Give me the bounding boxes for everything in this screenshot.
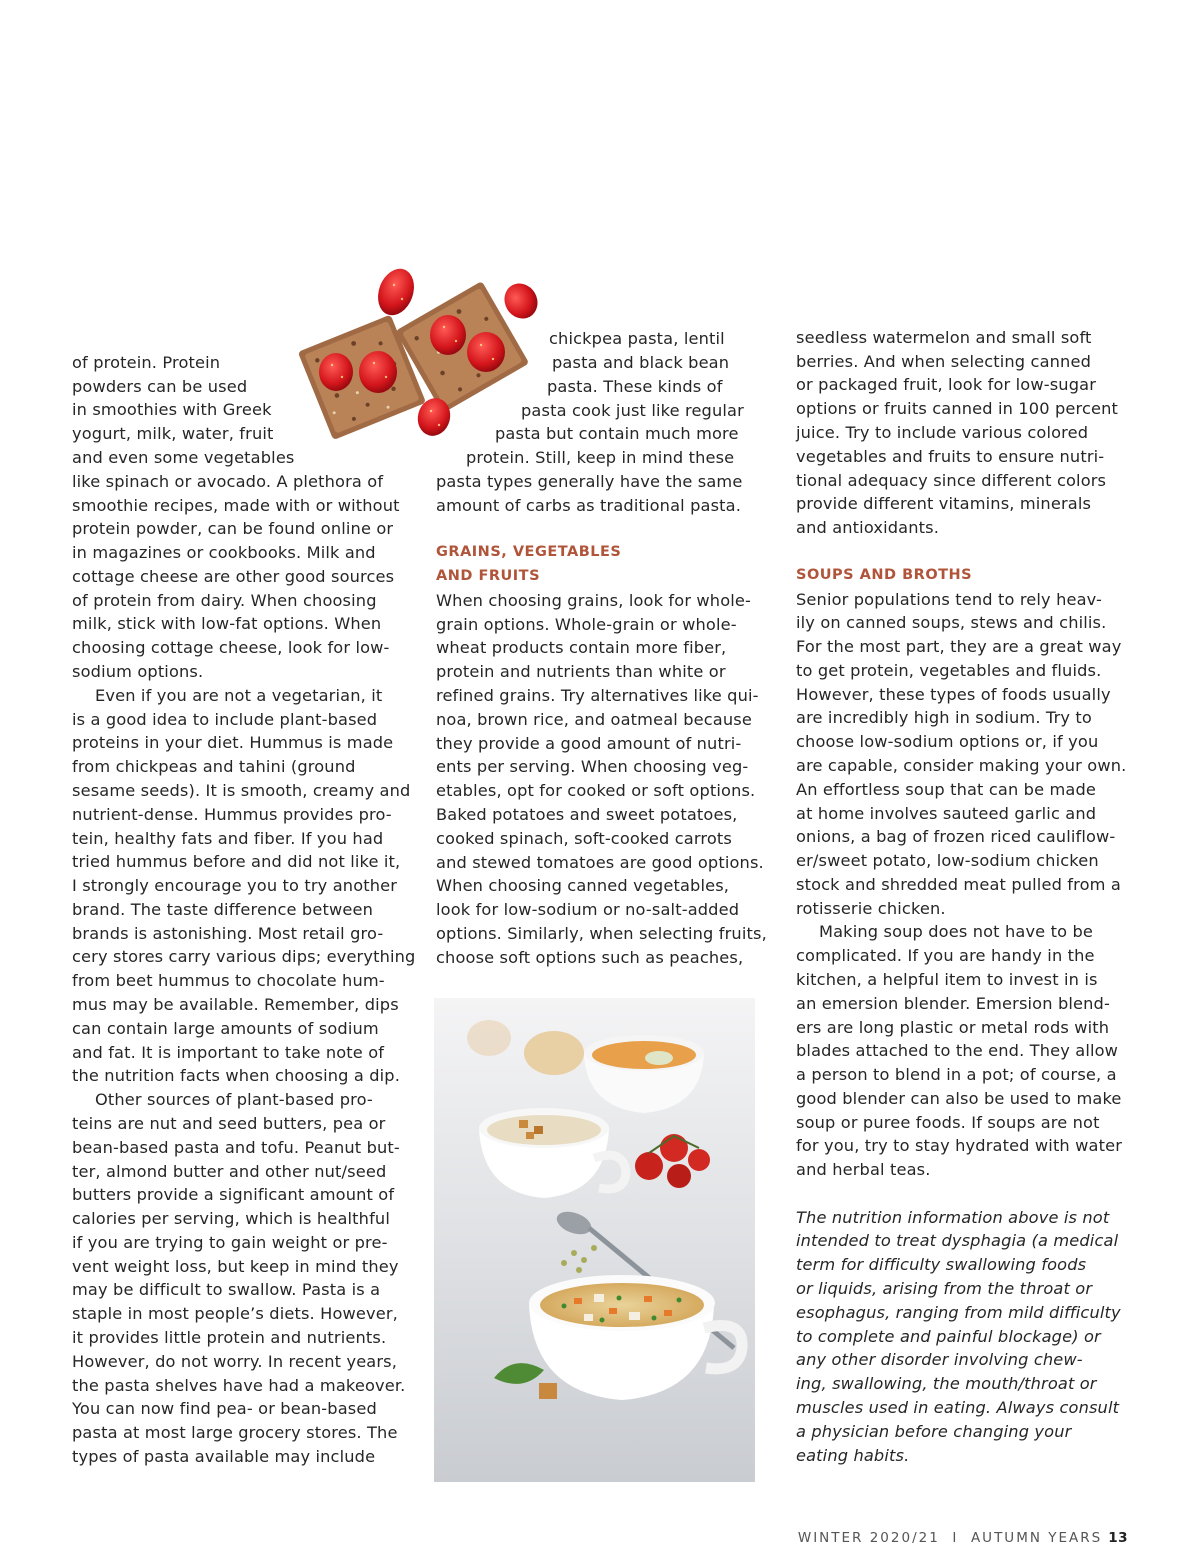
body-line: yogurt, milk, water, fruit — [72, 424, 274, 443]
disclaimer-line: muscles used in eating. Always consult — [796, 1398, 1120, 1417]
disclaimer-line: The nutrition information above is not — [796, 1208, 1110, 1227]
section-heading-grains: AND FRUITS — [436, 568, 541, 584]
disclaimer-line: eating habits. — [796, 1446, 910, 1465]
disclaimer-line: esophagus, ranging from mild difficulty — [796, 1303, 1121, 1322]
body-line: juice. Try to include various colored — [796, 423, 1089, 442]
disclaimer-line: to complete and painful blockage) or — [796, 1327, 1101, 1346]
body-line: teins are nut and seed butters, pea or — [72, 1114, 386, 1133]
body-line: in smoothies with Greek — [72, 400, 272, 419]
body-line: Even if you are not a vegetarian, it — [95, 686, 383, 705]
body-line: rotisserie chicken. — [796, 899, 946, 918]
body-line: types of pasta available may include — [72, 1447, 376, 1466]
body-line: complicated. If you are handy in the — [796, 946, 1095, 965]
body-line: options. Similarly, when selecting fruits, — [436, 924, 767, 943]
body-line: are capable, consider making your own. — [796, 756, 1127, 775]
body-line: noa, brown rice, and oatmeal because — [436, 710, 752, 729]
body-line: nutrient-dense. Hummus provides pro- — [72, 805, 392, 824]
body-line: However, do not worry. In recent years, — [72, 1352, 398, 1371]
body-line: options or fruits canned in 100 percent — [796, 399, 1119, 418]
disclaimer-line: any other disorder involving chew- — [796, 1350, 1083, 1369]
body-line: if you are trying to gain weight or pre- — [72, 1233, 388, 1252]
body-line: a person to blend in a pot; of course, a — [796, 1065, 1117, 1084]
body-line: good blender can also be used to make — [796, 1089, 1122, 1108]
body-line: at home involves sauteed garlic and — [796, 804, 1097, 823]
body-line: of protein from dairy. When choosing — [72, 591, 377, 610]
body-line: mus may be available. Remember, dips — [72, 995, 399, 1014]
disclaimer-line: term for difficulty swallowing foods — [796, 1255, 1087, 1274]
disclaimer-line: a physician before changing your — [796, 1422, 1072, 1441]
body-line: from chickpeas and tahini (ground — [72, 757, 356, 776]
body-line: from beet hummus to chocolate hum- — [72, 971, 385, 990]
body-line: to get protein, vegetables and fluids. — [796, 661, 1102, 680]
body-line: the pasta shelves have had a makeover. — [72, 1376, 406, 1395]
body-line: they provide a good amount of nutri- — [436, 734, 742, 753]
body-line: Other sources of plant-based pro- — [95, 1090, 373, 1109]
body-line: chickpea pasta, lentil — [549, 329, 725, 348]
body-line: and stewed tomatoes are good options. — [436, 853, 764, 872]
body-line: are incredibly high in sodium. Try to — [796, 708, 1092, 727]
body-line: proteins in your diet. Hummus is made — [72, 733, 394, 752]
body-line: When choosing grains, look for whole- — [436, 591, 752, 610]
disclaimer-line: ing, swallowing, the mouth/throat or — [796, 1374, 1097, 1393]
body-line: I strongly encourage you to try another — [72, 876, 398, 895]
body-line: and herbal teas. — [796, 1160, 931, 1179]
body-line: in magazines or cookbooks. Milk and — [72, 543, 376, 562]
body-line: pasta types generally have the same — [436, 472, 743, 491]
body-line: soup or puree foods. If soups are not — [796, 1113, 1100, 1132]
body-line: onions, a bag of frozen riced cauliflow- — [796, 827, 1116, 846]
body-line: milk, stick with low-fat options. When — [72, 614, 382, 633]
body-line: for you, try to stay hydrated with water — [796, 1136, 1123, 1155]
section-heading-grains: GRAINS, VEGETABLES — [436, 544, 622, 560]
body-line: vent weight loss, but keep in mind they — [72, 1257, 399, 1276]
body-line: is a good idea to include plant-based — [72, 710, 378, 729]
crackers-strawberries-image — [296, 265, 546, 445]
body-line: calories per serving, which is healthful — [72, 1209, 390, 1228]
body-line: ers are long plastic or metal rods with — [796, 1018, 1110, 1037]
body-line: choosing cottage cheese, look for low- — [72, 638, 390, 657]
body-line: sodium options. — [72, 662, 204, 681]
body-line: tein, healthy fats and fiber. If you had — [72, 829, 384, 848]
body-line: grain options. Whole-grain or whole- — [436, 615, 737, 634]
body-line: sesame seeds). It is smooth, creamy and — [72, 781, 411, 800]
issue-label: WINTER 2020/21 I AUTUMN YEARS — [797, 1530, 1103, 1546]
body-line: staple in most people’s diets. However, — [72, 1304, 398, 1323]
body-line: provide different vitamins, minerals — [796, 494, 1092, 513]
body-line: choose low-sodium options or, if you — [796, 732, 1099, 751]
body-line: tional adequacy since different colors — [796, 471, 1107, 490]
body-line: refined grains. Try alternatives like qui- — [436, 686, 759, 705]
body-line: berries. And when selecting canned — [796, 352, 1092, 371]
body-line: protein. Still, keep in mind these — [466, 448, 735, 467]
page-folio — [798, 1530, 1128, 1546]
body-line: pasta cook just like regular — [521, 401, 744, 420]
body-line: and antioxidants. — [796, 518, 940, 537]
body-line: pasta but contain much more — [495, 424, 739, 443]
body-line: Making soup does not have to be — [819, 922, 1093, 941]
body-line: may be difficult to swallow. Pasta is a — [72, 1280, 381, 1299]
body-line: an emersion blender. Emersion blend- — [796, 994, 1110, 1013]
body-line: like spinach or avocado. A plethora of — [72, 472, 384, 491]
soup-bowls-photo — [434, 998, 755, 1482]
body-line: er/sweet potato, low-sodium chicken — [796, 851, 1099, 870]
disclaimer-line: intended to treat dysphagia (a medical — [796, 1231, 1119, 1250]
body-line: brands is astonishing. Most retail gro- — [72, 924, 384, 943]
body-line: ents per serving. When choosing veg- — [436, 757, 749, 776]
body-line: bean-based pasta and tofu. Peanut but- — [72, 1138, 400, 1157]
body-line: tried hummus before and did not like it, — [72, 852, 401, 871]
body-line: and fat. It is important to take note of — [72, 1043, 385, 1062]
body-line: ily on canned soups, stews and chilis. — [796, 613, 1107, 632]
body-line: cery stores carry various dips; everything — [72, 947, 416, 966]
body-line: protein powder, can be found online or — [72, 519, 394, 538]
body-line: stock and shredded meat pulled from a — [796, 875, 1121, 894]
body-line: blades attached to the end. They allow — [796, 1041, 1119, 1060]
body-line: it provides little protein and nutrients. — [72, 1328, 387, 1347]
body-line: Senior populations tend to rely heav- — [796, 590, 1102, 609]
body-line: and even some vegetables — [72, 448, 295, 467]
body-line: look for low-sodium or no-salt-added — [436, 900, 740, 919]
body-line: You can now find pea- or bean-based — [72, 1399, 377, 1418]
body-line: vegetables and fruits to ensure nutri- — [796, 447, 1105, 466]
body-line: wheat products contain more fiber, — [436, 638, 727, 657]
body-line: the nutrition facts when choosing a dip. — [72, 1066, 401, 1085]
page-number: 13 — [1108, 1530, 1128, 1546]
body-line: An effortless soup that can be made — [796, 780, 1097, 799]
body-line: However, these types of foods usually — [796, 685, 1111, 704]
body-line: cooked spinach, soft-cooked carrots — [436, 829, 732, 848]
body-line: of protein. Protein — [72, 353, 221, 372]
body-line: pasta. These kinds of — [547, 377, 723, 396]
body-line: Baked potatoes and sweet potatoes, — [436, 805, 738, 824]
body-line: cottage cheese are other good sources — [72, 567, 395, 586]
body-line: choose soft options such as peaches, — [436, 948, 744, 967]
body-line: seedless watermelon and small soft — [796, 328, 1092, 347]
body-line: smoothie recipes, made with or without — [72, 496, 400, 515]
body-line: When choosing canned vegetables, — [436, 876, 730, 895]
body-line: For the most part, they are a great way — [796, 637, 1122, 656]
disclaimer-line: or liquids, arising from the throat or — [796, 1279, 1093, 1298]
body-line: kitchen, a helpful item to invest in is — [796, 970, 1098, 989]
section-heading-soups: SOUPS AND BROTHS — [796, 567, 973, 583]
body-line: butters provide a significant amount of — [72, 1185, 395, 1204]
body-line: protein and nutrients than white or — [436, 662, 726, 681]
body-line: brand. The taste difference between — [72, 900, 373, 919]
body-line: pasta at most large grocery stores. The — [72, 1423, 398, 1442]
body-line: or packaged fruit, look for low-sugar — [796, 375, 1097, 394]
body-line: can contain large amounts of sodium — [72, 1019, 379, 1038]
body-line: powders can be used — [72, 377, 248, 396]
body-line: ter, almond butter and other nut/seed — [72, 1162, 387, 1181]
body-line: etables, opt for cooked or soft options. — [436, 781, 756, 800]
body-line: pasta and black bean — [552, 353, 730, 372]
body-line: amount of carbs as traditional pasta. — [436, 496, 742, 515]
